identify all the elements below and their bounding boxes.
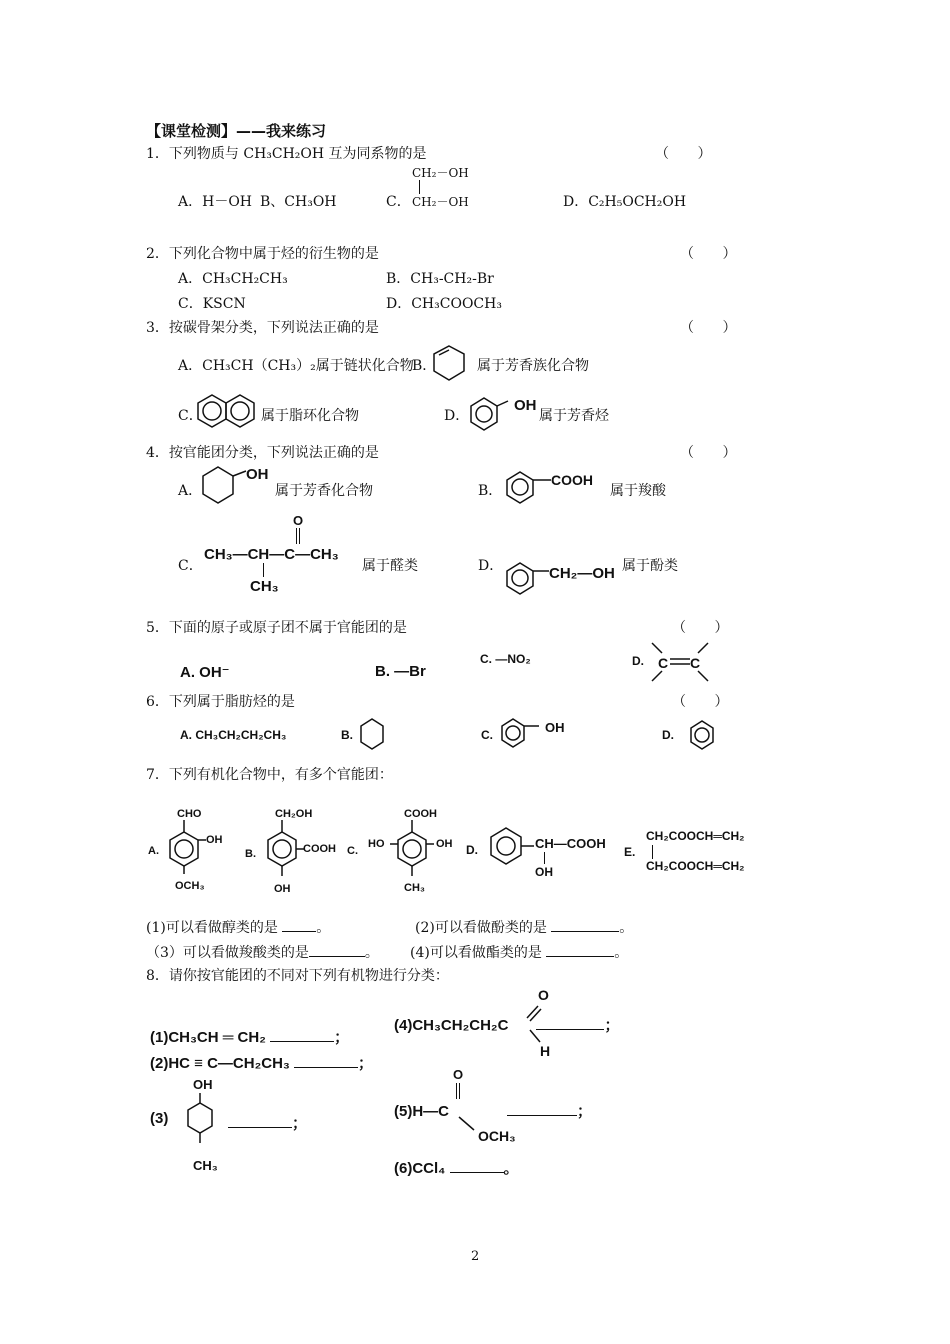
- q8-item-5-bond: [458, 1116, 478, 1132]
- q2-answer-paren: （ ）: [680, 246, 737, 262]
- p-cresol-ring-icon: [186, 1093, 216, 1153]
- q4-option-b-text: 属于羧酸: [610, 483, 666, 499]
- q7-a-label: A.: [148, 845, 159, 857]
- section-header: 【课堂检测】——我来练习: [146, 122, 327, 140]
- benzoic-acid-icon: [505, 470, 555, 504]
- phenol-icon-2: [501, 718, 545, 750]
- q5-answer-paren: （ ）: [672, 620, 729, 636]
- q1-answer-paren: （ ）: [655, 146, 712, 162]
- q4-b-cooh: COOH: [551, 472, 593, 488]
- q3-option-a: A．CH₃CH（CH₃）₂属于链状化合物: [178, 358, 414, 374]
- q4-a-oh: OH: [246, 466, 269, 483]
- q3-option-c-text: 属于脂环化合物: [261, 408, 359, 424]
- orsellinic-ring-icon: [386, 820, 438, 880]
- q8-stem: 8．请你按官能团的不同对下列有机物进行分类：: [146, 968, 449, 984]
- q5-d-c1: C: [658, 655, 669, 671]
- q8-item-3-label: (3): [150, 1110, 169, 1127]
- q8-item-6-blank[interactable]: [450, 1158, 504, 1173]
- q4-option-d-label: D．: [478, 558, 504, 574]
- q8-item-4-h: H: [540, 1043, 551, 1059]
- q8-item-5-double-bond: [456, 1083, 460, 1099]
- naphthalene-icon: [196, 393, 258, 431]
- q7-a-top: CHO: [177, 808, 202, 820]
- vanillin-ring-icon: [164, 820, 212, 880]
- q8-item-3-answer: ；: [228, 1112, 307, 1133]
- q3-answer-paren: （ ）: [680, 320, 737, 336]
- q5-option-c: C. —NO₂: [480, 652, 531, 666]
- q4-option-a-label: A．: [178, 483, 203, 499]
- benzyl-ring-icon: [505, 561, 555, 595]
- q6-option-d: D.: [662, 728, 674, 742]
- q4-option-d-text: 属于酚类: [622, 558, 678, 574]
- q1-option-a: A．H－OH: [178, 194, 253, 210]
- q6-option-c: C.: [481, 728, 493, 742]
- q8-item-5-och3: OCH₃: [478, 1128, 516, 1144]
- q7-e-label: E.: [624, 845, 636, 859]
- q1-c-bond: [419, 180, 420, 194]
- q7-e-bottom: CH₂COOCH═CH₂: [646, 859, 745, 873]
- q7-b-top: CH₂OH: [275, 808, 313, 820]
- q3-option-d-label: D．: [444, 408, 470, 424]
- q5-stem: 5．下面的原子或原子团不属于官能团的是: [146, 620, 407, 636]
- q3-option-d-text: 属于芳香烃: [539, 408, 609, 424]
- q4-stem: 4．按官能团分类，下列说法正确的是: [146, 445, 379, 461]
- q2-option-a: A．CH₃CH₂CH₃: [178, 271, 288, 287]
- q8-item-5-blank[interactable]: [507, 1101, 577, 1116]
- q7-e-bond: [652, 845, 653, 859]
- q8-item-1: (1)CH₃CH ═ CH₂ ；: [150, 1029, 350, 1046]
- benzene-icon: [690, 720, 716, 752]
- q6-c-oh: OH: [545, 720, 565, 735]
- q2-stem: 2．下列化合物中属于烃的衍生物的是: [146, 246, 379, 262]
- phenol-icon: [470, 396, 516, 432]
- q8-item-5-o: O: [453, 1067, 464, 1082]
- q4-c-sub: CH₃: [250, 578, 279, 595]
- q7-c-right: OH: [436, 838, 453, 850]
- q3-option-c-label: C．: [178, 408, 203, 424]
- q5-d-c2: C: [690, 655, 701, 671]
- q4-answer-paren: （ ）: [680, 445, 737, 461]
- q8-item-6: (6)CCl₄ 。: [394, 1160, 519, 1177]
- q7-part-1: (1)可以看做醇类的是 。: [146, 917, 330, 937]
- q7-a-right: OH: [206, 834, 223, 846]
- q7-stem: 7．下列有机化合物中，有多个官能团：: [146, 767, 393, 783]
- q3-option-b-text: 属于芳香族化合物: [477, 358, 589, 374]
- q4-option-b-label: B．: [478, 483, 503, 499]
- mandelic-ring-icon: [488, 826, 538, 870]
- q8-item-4: (4)CH₃CH₂CH₂C ；: [394, 1017, 620, 1034]
- q3-stem: 3．按碳骨架分类，下列说法正确的是: [146, 320, 379, 336]
- q8-item-1-blank[interactable]: [270, 1027, 334, 1042]
- q7-c-bottom: CH₃: [404, 882, 425, 894]
- q8-item-4-blank[interactable]: [536, 1015, 604, 1030]
- q7-e-top: CH₂COOCH═CH₂: [646, 829, 745, 843]
- q1-c-bottom: CH₂－OH: [412, 195, 469, 209]
- q4-c-o: O: [293, 513, 304, 528]
- page-number: 2: [471, 1249, 480, 1264]
- q7-c-label: C.: [347, 845, 358, 857]
- q7-part-3: （3）可以看做羧酸类的是 。: [146, 942, 379, 962]
- q7-d-chain: CH—COOH: [535, 836, 606, 851]
- q4-option-c-label: C．: [178, 558, 203, 574]
- cyclohexane-icon: [360, 718, 386, 752]
- q8-item-3-blank[interactable]: [228, 1113, 292, 1128]
- q7-part-4: (4)可以看做酯类的是 。: [410, 942, 628, 962]
- q3-option-b-label: B．: [412, 358, 437, 374]
- q4-c-branch-bond: [263, 563, 264, 577]
- q7-c-top: COOH: [404, 808, 437, 820]
- q7-b-label: B.: [245, 848, 256, 860]
- q4-option-c-text: 属于醛类: [362, 558, 418, 574]
- q7-part-1-blank[interactable]: [282, 917, 316, 932]
- q5-option-b: B. —Br: [375, 663, 426, 680]
- q3-d-oh: OH: [514, 397, 537, 414]
- q7-b-bottom: OH: [274, 883, 291, 895]
- q8-item-4-o: O: [538, 987, 549, 1003]
- q6-option-b: B.: [341, 728, 353, 742]
- q8-item-2: (2)HC ≡ C—CH₂CH₃ ；: [150, 1055, 374, 1072]
- q2-option-d: D．CH₃COOCH₃: [386, 296, 502, 312]
- q7-c-left: HO: [368, 838, 385, 850]
- q7-part-2: (2)可以看做酚类的是 。: [415, 917, 633, 937]
- q1-stem: 1．下列物质与 CH₃CH₂OH 互为同系物的是: [146, 146, 427, 162]
- q7-d-sub: OH: [535, 865, 553, 879]
- q8-item-2-blank[interactable]: [294, 1053, 358, 1068]
- q7-d-bond: [544, 852, 545, 864]
- q8-item-5: (5)H—C ；: [394, 1103, 593, 1120]
- q1-c-top: CH₂－OH: [412, 166, 469, 180]
- q1-option-d: D．C₂H₅OCH₂OH: [563, 194, 687, 210]
- q8-item-3-top: OH: [193, 1077, 213, 1092]
- q4-c-chain: CH₃—CH—C—CH₃: [204, 546, 339, 563]
- q6-option-a: A. CH₃CH₂CH₂CH₃: [180, 728, 287, 742]
- q7-b-right: COOH: [303, 843, 336, 855]
- q2-option-c: C．KSCN: [178, 296, 246, 312]
- cyclohexanol-icon: [202, 465, 252, 505]
- q2-option-b: B．CH₃-CH₂-Br: [386, 271, 494, 287]
- q1-option-b: B、CH₃OH: [260, 194, 337, 210]
- q5-option-d-label: D.: [632, 654, 644, 668]
- q6-stem: 6．下列属于脂肪烃的是: [146, 694, 295, 710]
- q4-c-double-bond: [296, 528, 300, 544]
- q7-part-4-blank[interactable]: [546, 942, 614, 957]
- q4-d-chain: CH₂—OH: [549, 565, 615, 582]
- q4-option-a-text: 属于芳香化合物: [275, 483, 373, 499]
- q5-option-a: A. OH⁻: [180, 664, 230, 681]
- cyclohexene-icon: [432, 343, 468, 383]
- q7-d-label: D.: [466, 843, 478, 857]
- q7-part-3-blank[interactable]: [309, 942, 365, 957]
- q8-item-3-bottom: CH₃: [193, 1158, 218, 1173]
- q7-a-bottom: OCH₃: [175, 880, 205, 892]
- q6-answer-paren: （ ）: [672, 694, 729, 710]
- q7-part-2-blank[interactable]: [551, 917, 619, 932]
- q1-option-c: C．: [386, 194, 411, 210]
